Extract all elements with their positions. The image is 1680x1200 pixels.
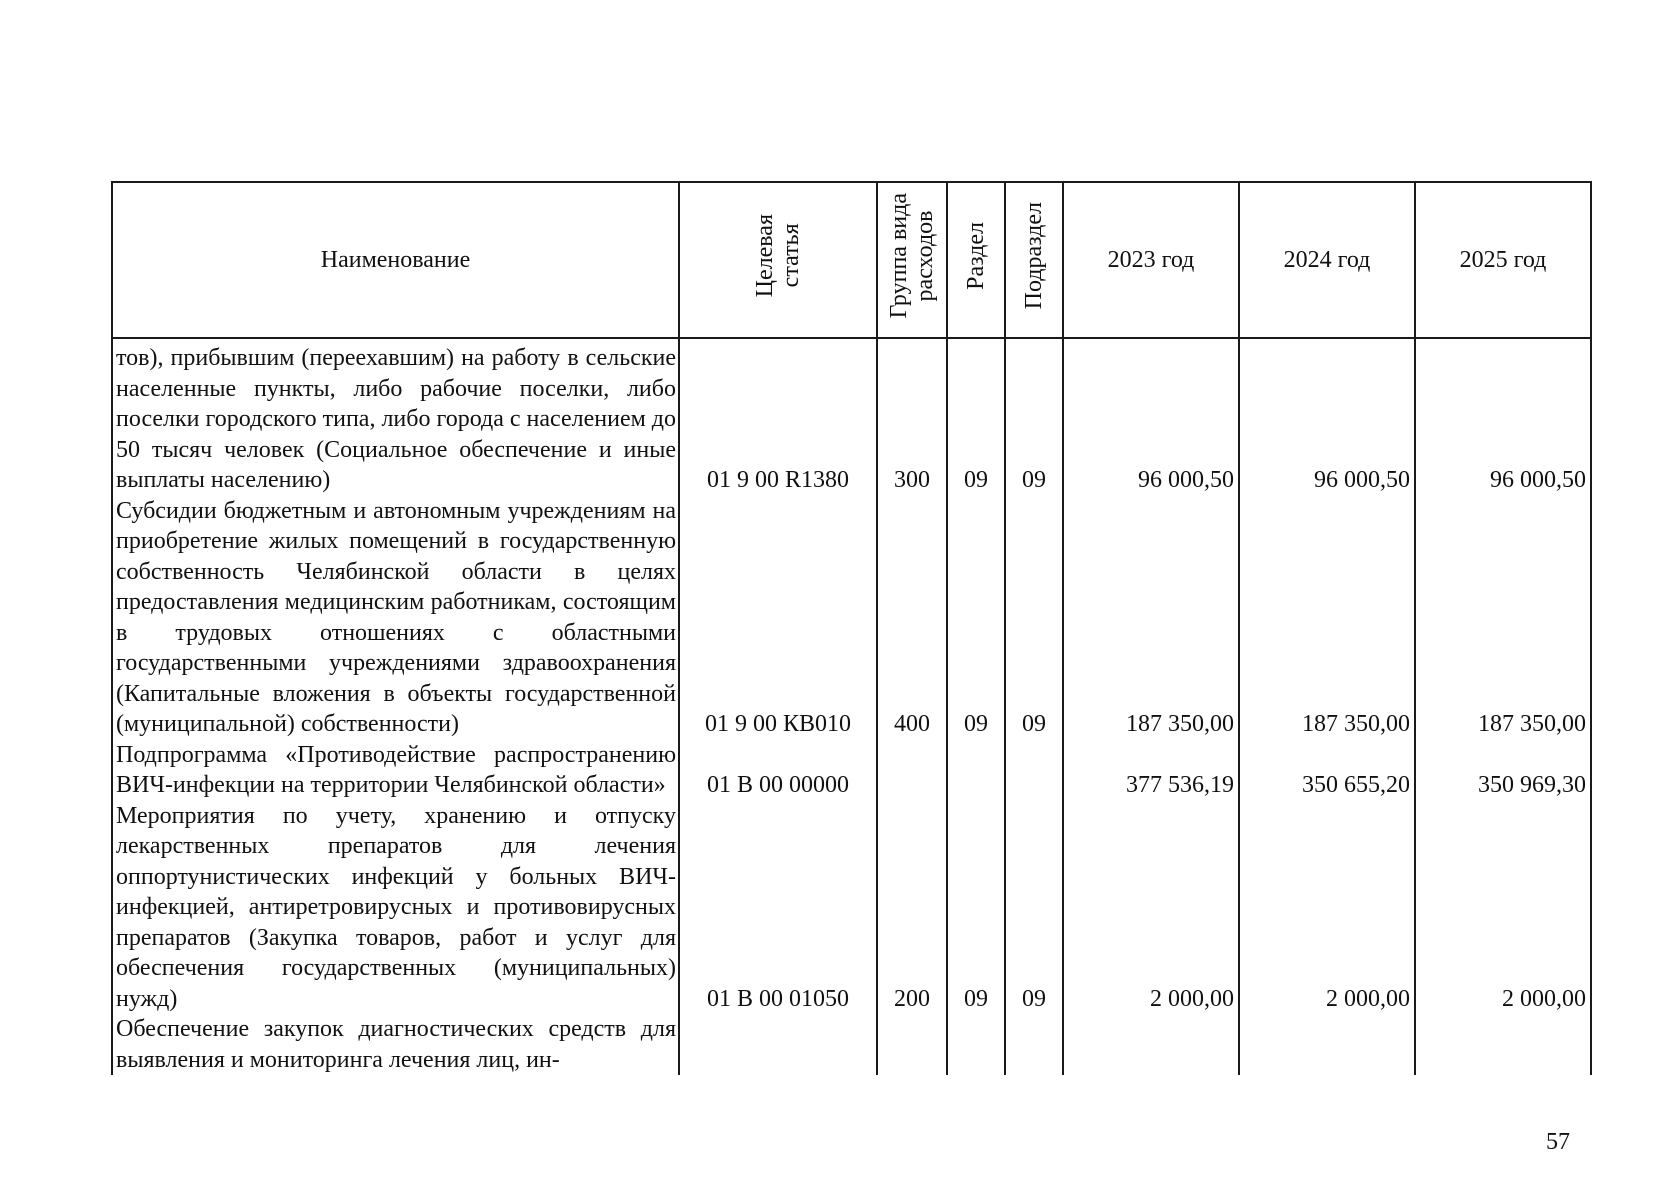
row-amount-2023 [1063, 1014, 1239, 1075]
header-section-label: Раздел [963, 221, 989, 290]
table-header-row [112, 182, 1591, 338]
row-amount-2025: 96 000,50 [1415, 338, 1591, 496]
header-year-2025: 2025 год [1415, 182, 1591, 338]
row-section: 09 [947, 496, 1005, 740]
row-name: тов), прибывшим (переехавшим) на работу в сельские населенные пункты, либо рабочие поселки, либо поселки городского типа, либо города с населением до 50 тысяч человек (Социальное обеспечение и иные выплаты населению) [112, 338, 679, 496]
row-target-article: 01 В 00 00000 [679, 740, 877, 801]
row-target-article: 01 В 00 01050 [679, 801, 877, 1015]
row-section: 09 [947, 338, 1005, 496]
row-section [947, 1014, 1005, 1075]
row-amount-2024: 2 000,00 [1239, 801, 1415, 1015]
table-row [112, 496, 1591, 740]
row-target-article: 01 9 00 R1380 [679, 338, 877, 496]
row-amount-2025: 2 000,00 [1415, 801, 1591, 1015]
row-amount-2024 [1239, 1014, 1415, 1075]
header-expense-group [877, 182, 947, 338]
row-amount-2023: 187 350,00 [1063, 496, 1239, 740]
row-amount-2025: 350 969,30 [1415, 740, 1591, 801]
row-section [947, 740, 1005, 801]
header-expense-group-label: Группа вида расходов [886, 193, 938, 319]
row-subsection [1005, 1014, 1063, 1075]
row-target-article: 01 9 00 КВ010 [679, 496, 877, 740]
row-name: Мероприятия по учету, хранению и отпуску лекарственных препаратов для лечения оппортунистических инфекций у больных ВИЧ-инфекцией, антиретровирусных и противовирусных препаратов (Закупка товаров, работ и услуг для обеспечения государственных (муниципальных) нужд) [112, 801, 679, 1015]
header-year-2024: 2024 год [1239, 182, 1415, 338]
row-subsection [1005, 740, 1063, 801]
header-subsection-label: Подраздел [1021, 202, 1047, 310]
table-row [112, 338, 1591, 496]
header-name: Наименование [112, 182, 679, 338]
table-row [112, 740, 1591, 801]
row-expense-group [877, 740, 947, 801]
row-subsection: 09 [1005, 801, 1063, 1015]
table-row [112, 1014, 1591, 1075]
row-subsection: 09 [1005, 496, 1063, 740]
row-amount-2024: 96 000,50 [1239, 338, 1415, 496]
row-name: Субсидии бюджетным и автономным учреждениям на приобретение жилых помещений в государственную собственность Челябинской области в целях предоставления медицинским работникам, состоящим в трудовых отношениях с областными государственными учреждениями здравоохранения (Капитальные вложения в объекты государственной (муниципальной) собственности) [112, 496, 679, 740]
header-target-article [679, 182, 877, 338]
page-number: 57 [1546, 1129, 1570, 1155]
row-expense-group [877, 1014, 947, 1075]
row-amount-2023: 2 000,00 [1063, 801, 1239, 1015]
row-name: Подпрограмма «Противодействие распространению ВИЧ-инфекции на территории Челябинской области» [112, 740, 679, 801]
header-target-article-label: Целевая статья [752, 214, 804, 298]
row-amount-2024: 350 655,20 [1239, 740, 1415, 801]
row-amount-2023: 377 536,19 [1063, 740, 1239, 801]
header-year-2023: 2023 год [1063, 182, 1239, 338]
row-amount-2025: 187 350,00 [1415, 496, 1591, 740]
row-amount-2023: 96 000,50 [1063, 338, 1239, 496]
row-amount-2024: 187 350,00 [1239, 496, 1415, 740]
row-section: 09 [947, 801, 1005, 1015]
header-subsection [1005, 182, 1063, 338]
row-expense-group: 300 [877, 338, 947, 496]
row-amount-2025 [1415, 1014, 1591, 1075]
header-section [947, 182, 1005, 338]
row-target-article [679, 1014, 877, 1075]
row-subsection: 09 [1005, 338, 1063, 496]
row-name: Обеспечение закупок диагностических средств для выявления и мониторинга лечения лиц, ин- [112, 1014, 679, 1075]
row-expense-group: 200 [877, 801, 947, 1015]
budget-table [111, 181, 1592, 1075]
table-row [112, 801, 1591, 1015]
row-expense-group: 400 [877, 496, 947, 740]
